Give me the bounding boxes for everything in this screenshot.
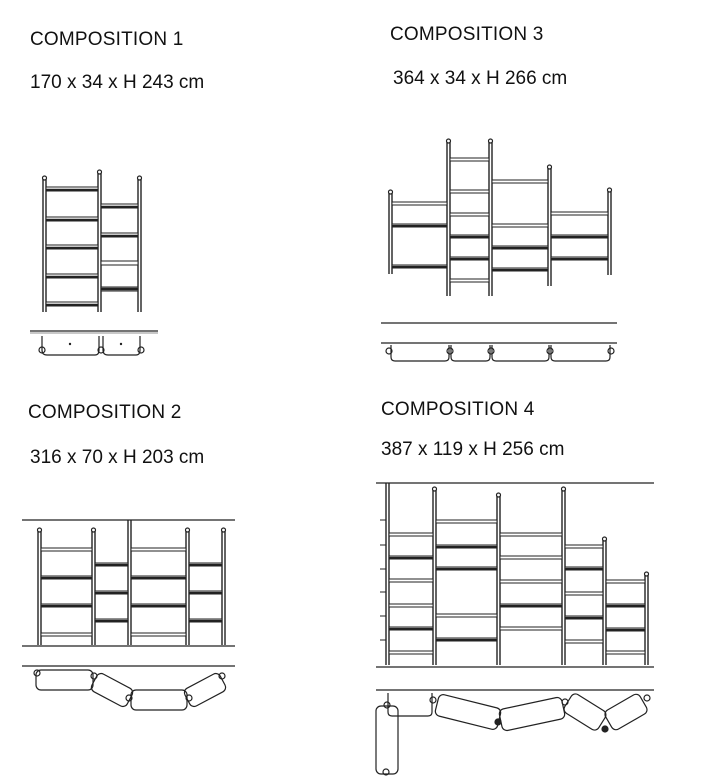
composition-2-dimensions: 316 x 70 x H 203 cm bbox=[30, 447, 205, 468]
composition-4-title: COMPOSITION 4 bbox=[381, 399, 535, 420]
composition-4-plan bbox=[376, 667, 654, 775]
composition-2-elevation bbox=[22, 520, 235, 645]
composition-4-dimensions: 387 x 119 x H 256 cm bbox=[381, 439, 565, 460]
composition-1-plan bbox=[30, 331, 158, 355]
composition-3-dimensions: 364 x 34 x H 266 cm bbox=[393, 68, 568, 89]
composition-3-plan bbox=[381, 323, 617, 361]
composition-2-plan bbox=[22, 646, 235, 710]
composition-3-title: COMPOSITION 3 bbox=[390, 24, 544, 45]
composition-4-elevation bbox=[376, 483, 654, 665]
composition-1-dimensions: 170 x 34 x H 243 cm bbox=[30, 72, 205, 93]
composition-3-elevation bbox=[389, 139, 612, 296]
composition-1-title: COMPOSITION 1 bbox=[30, 29, 184, 50]
composition-1-elevation bbox=[43, 170, 142, 312]
composition-2-title: COMPOSITION 2 bbox=[28, 402, 182, 423]
